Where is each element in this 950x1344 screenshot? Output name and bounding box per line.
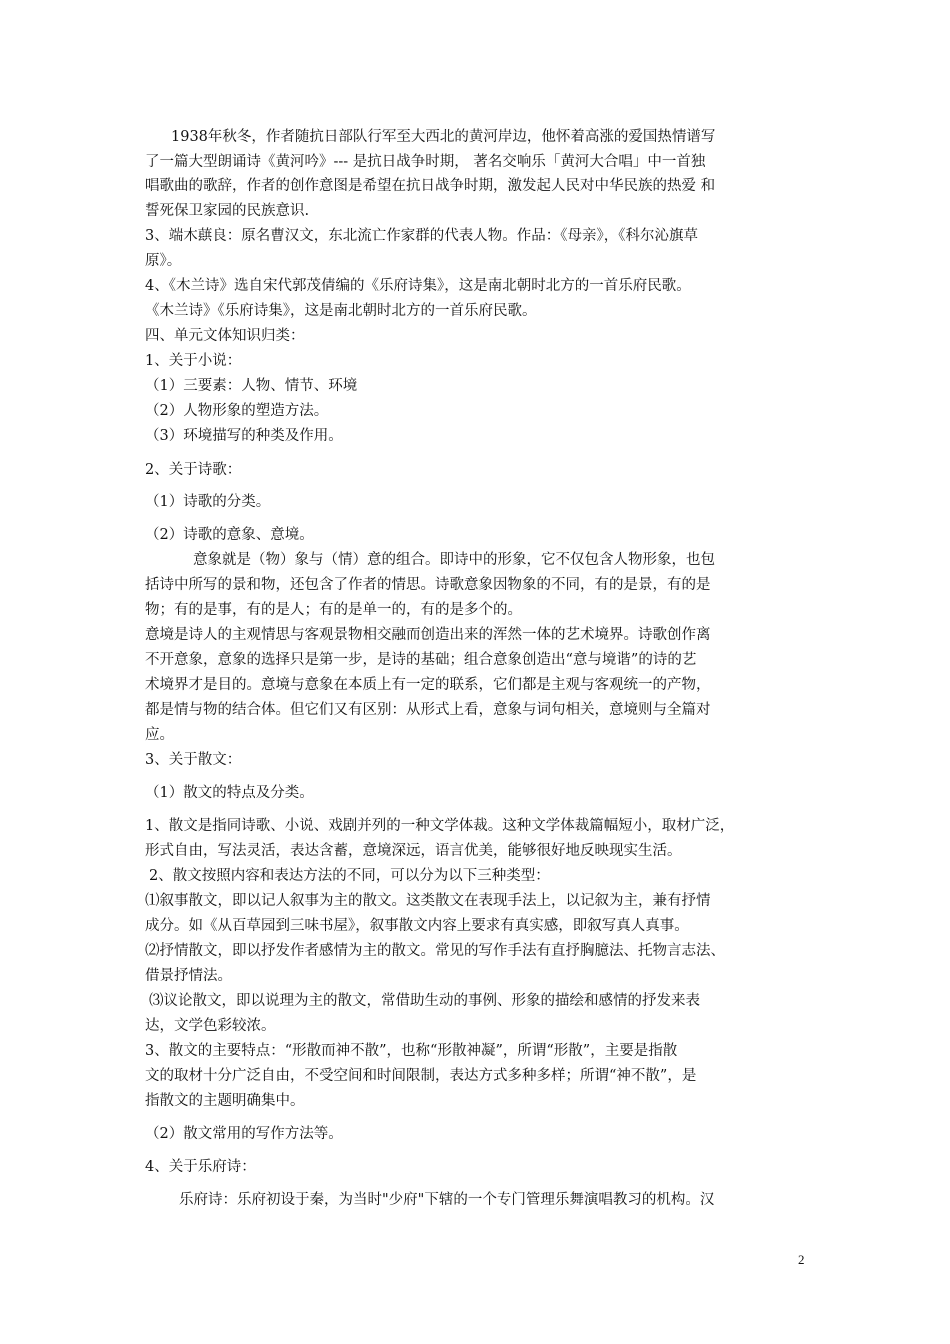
text-line: （2）散文常用的写作方法等。 (145, 1126, 343, 1142)
text-line: 1938年秋冬，作者随抗日部队行军至大西北的黄河岸边，他怀着高涨的爱国热情谱写 (171, 129, 716, 145)
text-line: 文的取材十分广泛自由，不受空间和时间限制，表达方式多种多样；所谓“神不散”，是 (145, 1068, 697, 1084)
text-line: （1）诗歌的分类。 (145, 494, 271, 510)
page-number: 2 (798, 1252, 805, 1267)
text-line: 了一篇大型朗诵诗《黄河吟》--- 是抗日战争时期， 著名交响乐「黄河大合唱」中一首独 (145, 154, 706, 170)
text-line: ⑴叙事散文，即以记人叙事为主的散文。这类散文在表现手法上，以记叙为主，兼有抒情 (145, 893, 711, 909)
text-line: 成分。如《从百草园到三味书屋》，叙事散文内容上要求有真实感，即叙写真人真事。 (145, 918, 689, 934)
text-line: 1、关于小说： (145, 353, 242, 369)
text-line: 术境界才是目的。意境与意象在本质上有一定的联系，它们都是主观与客观统一的产物， (145, 677, 711, 693)
text-line: （3）环境描写的种类及作用。 (145, 428, 343, 444)
text-line: 应。 (145, 727, 174, 743)
text-line: （2）诗歌的意象、意境。 (145, 527, 314, 543)
text-line: 意象就是（物）象与（情）意的组合。即诗中的形象，它不仅包含人物形象，也包 (193, 552, 715, 568)
text-line: 誓死保卫家园的民族意识. (145, 203, 310, 219)
text-line: 3、端木蕻良：原名曹汉文，东北流亡作家群的代表人物。作品：《母亲》，《科尔沁旗草 (145, 228, 698, 244)
text-line: 不开意象，意象的选择只是第一步，是诗的基础；组合意象创造出“意与境谐”的诗的艺 (145, 652, 697, 668)
text-line: （1）散文的特点及分类。 (145, 785, 314, 801)
text-line: 1、散文是指同诗歌、小说、戏剧并列的一种文学体裁。这种文学体裁篇幅短小，取材广泛， (145, 818, 735, 834)
text-line: 借景抒情法。 (145, 968, 232, 984)
text-line: 意境是诗人的主观情思与客观景物相交融而创造出来的浑然一体的艺术境界。诗歌创作离 (145, 627, 711, 643)
text-line: 都是情与物的结合体。但它们又有区别：从形式上看，意象与词句相关，意境则与全篇对 (145, 702, 711, 718)
text-line: （1）三要素：人物、情节、环境 (145, 378, 358, 394)
section-heading: 四、单元文体知识归类： (145, 328, 305, 344)
text-line: （2）人物形象的塑造方法。 (145, 403, 329, 419)
text-line: 达，文学色彩较浓。 (145, 1018, 276, 1034)
text-line: 4、《木兰诗》选自宋代郭茂倩编的《乐府诗集》，这是南北朝时北方的一首乐府民歌。 (145, 278, 691, 294)
text-line: 物；有的是事，有的是人；有的是单一的，有的是多个的。 (145, 602, 522, 618)
text-line: 2、散文按照内容和表达方法的不同，可以分为以下三种类型： (149, 868, 550, 884)
text-line: 括诗中所写的景和物，还包含了作者的情思。诗歌意象因物象的不同，有的是景，有的是 (145, 577, 711, 593)
text-line: 《木兰诗》《乐府诗集》，这是南北朝时北方的一首乐府民歌。 (145, 303, 537, 319)
text-line: 唱歌曲的歌辞，作者的创作意图是希望在抗日战争时期，激发起人民对中华民族的热爱 和 (145, 178, 716, 194)
text-line: 4、关于乐府诗： (145, 1159, 256, 1175)
text-line: ⑶议论散文，即以说理为主的散文，常借助生动的事例、形象的描绘和感情的抒发来表 (149, 993, 700, 1009)
text-line: 3、散文的主要特点：“形散而神不散”，也称“形散神凝”，所谓“形散”，主要是指散 (145, 1043, 678, 1059)
text-line: 3、关于散文： (145, 752, 242, 768)
text-line: ⑵抒情散文，即以抒发作者感情为主的散文。常见的写作手法有直抒胸臆法、托物言志法、 (145, 943, 725, 959)
text-line: 2、关于诗歌： (145, 462, 242, 478)
text-line: 指散文的主题明确集中。 (145, 1093, 305, 1109)
text-line: 形式自由，写法灵活，表达含蓄，意境深远，语言优美，能够很好地反映现实生活。 (145, 843, 682, 859)
text-line: 乐府诗：乐府初设于秦，为当时"少府"下辖的一个专门管理乐舞演唱教习的机构。汉 (179, 1192, 715, 1208)
text-line: 原》。 (145, 253, 182, 269)
